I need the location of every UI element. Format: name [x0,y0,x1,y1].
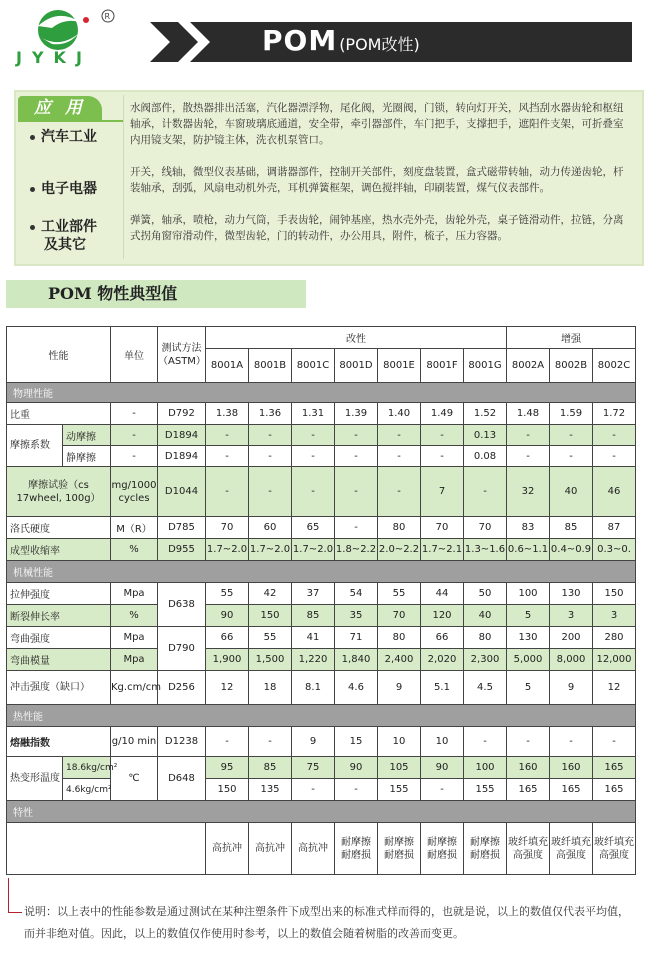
row-label: 4.6kg/cm² [63,779,111,801]
note-marker [8,878,9,912]
grade-cell: 8001F [421,349,464,383]
applications-tag: 应 用 [18,96,102,120]
header-method: 测试方法（ASTM） [158,327,206,383]
header-reinforced: 增强 [507,327,636,349]
section-physical: 物理性能 [7,383,636,403]
table-row: 4.6kg/cm² 150 135 - - 155 - 155 165 165 165 [7,779,636,801]
application-automotive [30,100,630,156]
row-label: 冲击强度（缺口） [7,671,111,705]
table-row: 静摩擦 - D1894 - - - - - - 0.08 - - - [7,446,636,467]
row-label: 拉伸强度 [7,583,111,605]
table-row: 比重 - D792 1.38 1.36 1.31 1.39 1.40 1.49 1.52 1.48 1.59 1.72 [7,403,636,425]
table-row: 成型收缩率 % D955 1.7~2.0 1.7~2.0 1.7~2.0 1.8~2.2 2.0~2.2 1.7~2.1 1.3~1.6 0.6~1.1 0.4~0.9 0.3~0. [7,539,636,561]
section-features: 特性 [7,801,636,823]
grade-cell: 8001E [378,349,421,383]
bullet-icon [30,187,35,192]
row-label: 断裂伸长率 [7,605,111,627]
header-unit: 单位 [111,327,158,383]
row-label: 成型收缩率 [7,539,111,561]
table-row: 冲击强度（缺口） Kg.cm/cm D256 12 18 8.1 4.6 9 5.1 4.5 5 9 12 [7,671,636,705]
application-text: 开关，线轴，微型仪表基础，调谐器部件，控制开关部件，刻度盘装置，盒式磁带转轴，动力传递齿轮，杆装轴承，刮弧，风扇电动机外壳，耳机弹簧框架，调色搅拌轴，印刷装置，煤气仪表部件。 [130,166,624,194]
application-category: 工业部件 及其它 [30,218,122,254]
section-mechanical: 机械性能 [7,561,636,583]
row-group-label: 热变形温度 [7,757,63,801]
table-header-row [7,327,636,349]
row-label: 洛氏硬度 [7,517,111,539]
svg-text:R: R [104,12,111,21]
grade-cell: 8002A [507,349,550,383]
row-label: 18.6kg/cm² [63,757,111,779]
row-label: 弯曲强度 [7,627,111,649]
row-label: 弯曲模量 [7,649,111,671]
grade-cell: 8001A [206,349,249,383]
row-label: 比重 [7,403,111,425]
grade-cell: 8002C [593,349,636,383]
grade-cell: 8001C [292,349,335,383]
title-sub: (POM改性) [339,35,420,54]
company-logo [8,8,120,66]
row-label: 摩擦试验（cs 17wheel, 100g） [7,467,111,517]
header-property: 性能 [7,327,111,383]
note-marker [8,912,22,913]
bullet-icon [30,225,35,230]
section-row [7,705,636,727]
table-row: 弯曲强度 Mpa D790 66 55 41 71 80 66 80 130 200 280 [7,627,636,649]
table-row: 高抗冲 高抗冲 高抗冲 耐摩擦 耐磨损 耐摩擦 耐磨损 耐摩擦 耐磨损 耐摩擦 耐磨损 玻纤填充 高强度 玻纤填充 高强度 玻纤填充 高强度 [7,823,636,875]
application-industrial [30,212,630,260]
table-row: 摩擦系数 动摩擦 - D1894 - - - - - - 0.13 - - - [7,425,636,446]
section-row [7,561,636,583]
application-category: 汽车工业 [30,126,122,146]
section-row [7,801,636,823]
row-group-label: 摩擦系数 [7,425,63,467]
header-modified: 改性 [206,327,507,349]
application-text: 弹簧，轴承，喷枪，动力气筒，手表齿轮，闹钟基座，热水壳外壳，齿轮外壳，桌子链滑动件，拉链，分离式拐角窗帘滑动件，微型齿轮，门的转动件，办公用具，附件，梳子，压力容器。 [130,214,624,242]
table-row: 断裂伸长率 % 90 150 85 35 70 120 40 5 3 3 [7,605,636,627]
section-row [7,383,636,403]
page-title [262,24,420,60]
table-row: 摩擦试验（cs 17wheel, 100g） mg/1000 cycles D1044 - - - - - 7 - 32 40 46 [7,467,636,517]
table-row: 弯曲模量 Mpa 1,900 1,500 1,220 1,840 2,400 2,020 2,300 5,000 8,000 12,000 [7,649,636,671]
table-row: 热变形温度 18.6kg/cm² ℃ D648 95 85 75 90 105 90 100 160 160 165 [7,757,636,779]
application-text: 水阀部件，散热器排出活塞，汽化器漂浮物，尾化阀，光圈阀，门锁，转向灯开关，风挡刮水器齿轮和枢纽轴承，计数器齿轮，车窗玻璃底通道，安全带，牵引器部件，车门把手，支撑把手，遮阳件支架，可折叠室内用镜支架，防护镜主体，洗衣机泵管口。 [130,102,624,146]
grade-cell: 8002B [550,349,593,383]
table-row: 洛氏硬度 M（R） D785 70 60 65 - 80 70 70 83 85 87 [7,517,636,539]
section-thermal: 热性能 [7,705,636,727]
grade-cell: 8001B [249,349,292,383]
application-electronics [30,164,630,212]
grade-cell: 8001D [335,349,378,383]
table-row: 熔融指数 g/10 min D1238 - - 9 15 10 10 - - - - [7,727,636,757]
section-title: POM 物性典型值 [6,280,306,308]
footnote: 说明：以上表中的性能参数是通过测试在某种注塑条件下成型出来的标准式样而得的，也就是说，以上的数值仅代表平均值，而并非绝对值。因此，以上的数值仅作使用时参考，以上的数值会随着树脂的改善而变更。 [24,905,629,940]
row-unit: - [111,403,158,425]
bullet-icon [30,135,35,140]
row-label: 静摩擦 [63,446,111,467]
grade-cell: 8001G [464,349,507,383]
row-label: 动摩擦 [63,425,111,446]
row-method: D792 [158,403,206,425]
properties-table [6,326,636,875]
row-label: 熔融指数 [7,727,111,757]
table-row: 拉伸强度 Mpa D638 55 42 37 54 55 44 50 100 130 150 [7,583,636,605]
logo-text: JYKJ [16,48,92,67]
title-main: POM [262,24,338,57]
application-category: 电子电器 [30,178,122,198]
